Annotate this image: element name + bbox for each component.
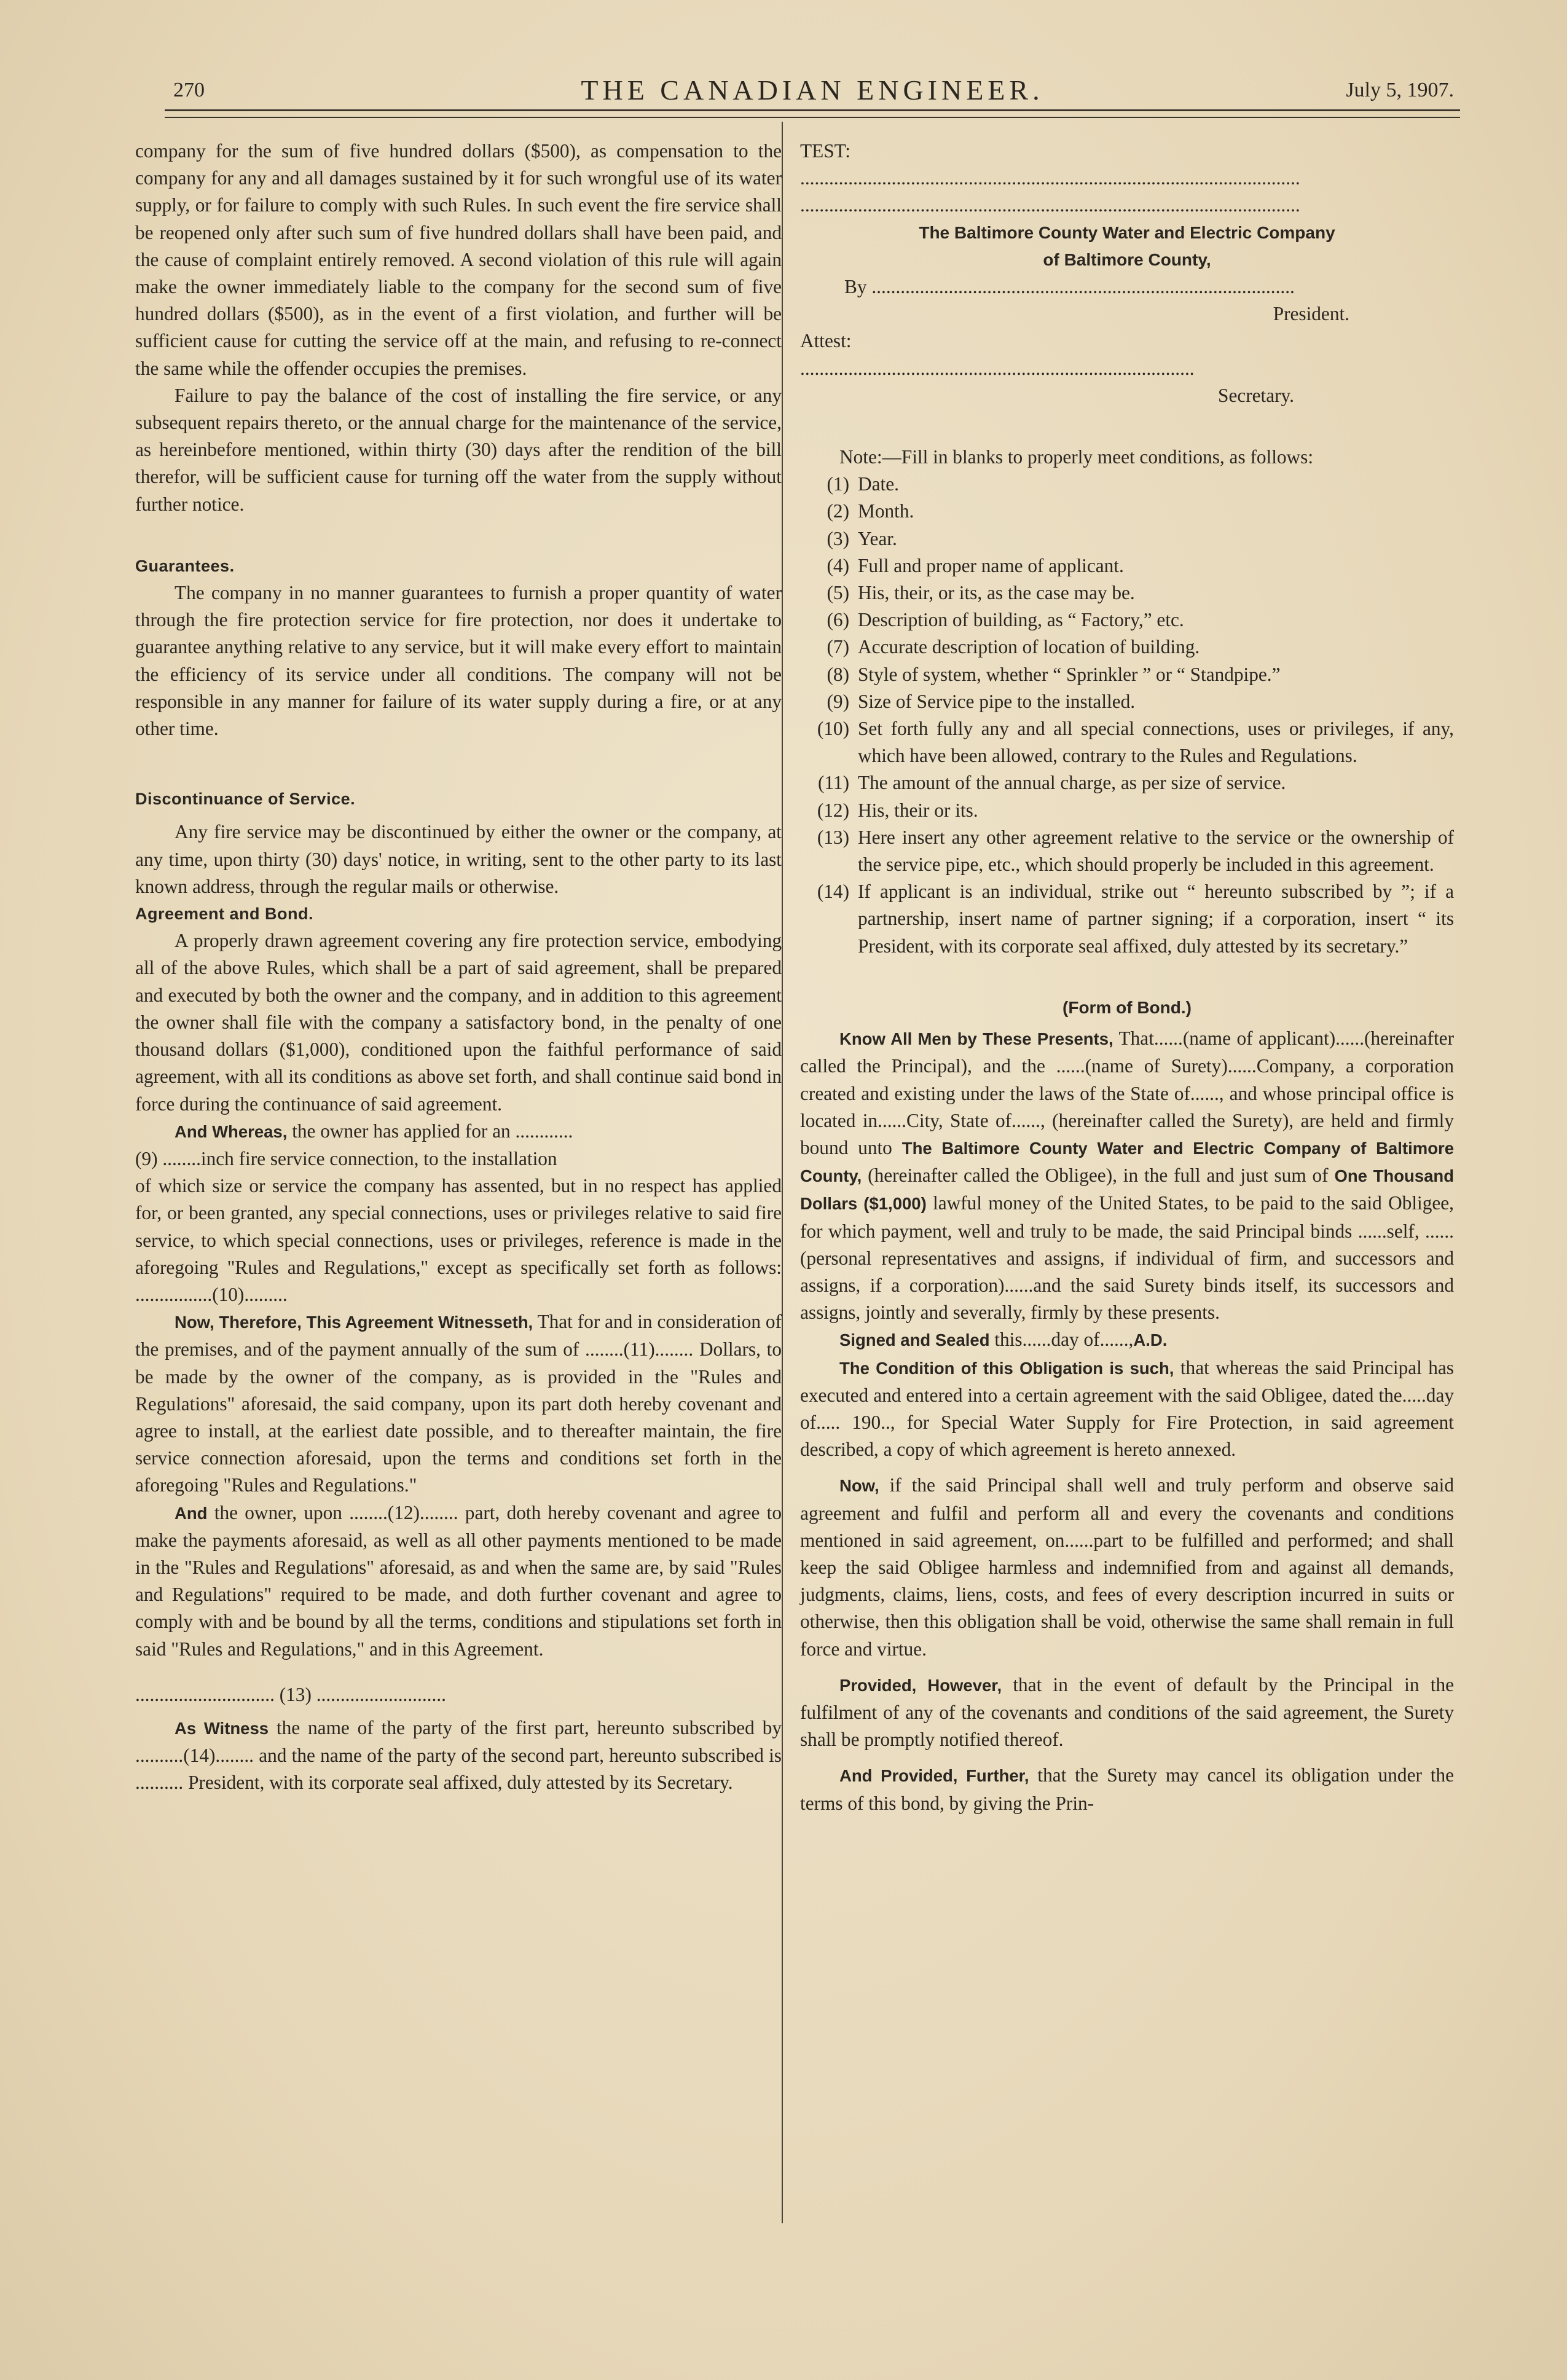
heading-discontinuance: Discontinuance of Service. — [135, 790, 356, 809]
note-item: (13) Here insert any other agreement relative to the service or the ownership of the service pipe, etc., which should properly be included in this agreement. — [817, 826, 1454, 876]
president-label: President. — [1273, 303, 1349, 325]
note-item: (6) Description of building, as “ Factory,” etc. — [827, 609, 1184, 631]
bond-know-all-men: Know All Men by These Presents, That......(name of applicant)......(hereinafter called the Principal), and the ......(name of Surety)......Company, a corporation created and existing under the laws of the State of......, and whose principal office is located in......City, State of......, (hereinafter called the Surety), are held and firmly bound unto The Baltimore County Water and Electric Company of Baltimore County, (hereinafter called the Obligee), in the full and just sum of One Thousand Dollars ($1,000) lawful money of the United States, to be paid to the said Obligee, for which payment, well and truly to be made, the said Principal binds ......self, ......(personal representatives and assigns, if individual of firm, and successors and assigns, if a corporation)......and the said Surety binds itself, its successors and assigns, jointly and severally, firmly by these presents. — [800, 1027, 1454, 1324]
column-divider — [782, 122, 783, 2223]
bond-provided-further: And Provided, Further, that the Surety may cancel its obligation under the terms of this bond, by giving the Prin- — [800, 1764, 1454, 1814]
left-column — [135, 138, 782, 1797]
header-rule-top — [165, 109, 1460, 111]
notes-list — [800, 471, 1454, 960]
note-item: (9) Size of Service pipe to the installed. — [827, 690, 1136, 712]
signature-dots-3: .................................................................................. — [800, 357, 1195, 379]
note-item: (1) Date. — [827, 473, 899, 495]
note-item: (11) The amount of the annual charge, as per size of service. — [818, 772, 1286, 794]
paragraph-failure-to-pay: Failure to pay the balance of the cost of installing the fire service, or any subsequent repairs thereto, or the annual charge for the maintenance of the service, as hereinbefore mentioned, within thirty (30) days after the rendition of the bill therefor, will be sufficient cause for turning off the water from the supply without further notice. — [135, 384, 782, 515]
note-item: (5) His, their, or its, as the case may be. — [827, 582, 1135, 604]
bond-signed-sealed: Signed and Sealed this......day of......,A.D. — [839, 1329, 1168, 1351]
paragraph-whereas-rest: of which size or service the company has assented, but in no respect has applied for, or been granted, any special connections, uses or privileges relative to said fire service, to which special connections, uses or privileges, reference is made in the aforegoing "Rules and Regulations," except as specifically set forth as follows: ................(10)......... — [135, 1175, 782, 1305]
journal-title: THE CANADIAN ENGINEER. — [581, 74, 1044, 106]
bond-now: Now, if the said Principal shall well and truly perform and observe said agreement and fulfil and perform all and every the covenants and conditions mentioned in said agreement, on......part to be fulfilled and performed; and shall keep the said Obligee harmless and indemnified from and against all demands, judgments, claims, liens, costs, and fees of every description incurred in suits or otherwise, then this obligation shall be void, otherwise the same shall remain in full force and virtue. — [800, 1474, 1454, 1660]
note-item: (4) Full and proper name of applicant. — [827, 554, 1124, 576]
header-rule-bottom — [165, 117, 1460, 118]
test-label: TEST: — [800, 140, 850, 162]
paragraph-penalty: company for the sum of five hundred dollars ($500), as compensation to the company for any and all damages sustained by it for such wrongful use of its water supply, or for failure to comply with such Rules. In such event the fire service shall be reopened only after such sum of five hundred dollars shall have been paid, and the cause of complaint entirely removed. A second violation of this rule will again make the owner immediately liable to the company for the second sum of five hundred dollars ($500), as in the event of a first violation, and further will be sufficient cause for cutting the service off at the main, and refusing to re-connect the same while the offender occupies the premises. — [135, 140, 782, 379]
note-item: (2) Month. — [827, 500, 914, 522]
bond-condition: The Condition of this Obligation is such, that whereas the said Principal has executed and entered into a certain agreement with the said Obligee, dated the.....day of..... 190.., for Special Water Supply for Fire Protection, in said agreement described, a copy of which agreement is hereto annexed. — [800, 1356, 1454, 1461]
attest-label: Attest: — [800, 330, 852, 352]
paragraph-discontinuance: Any fire service may be discontinued by either the owner or the company, at any time, upon thirty (30) days' notice, in writing, sent to the other party to its last known address, through the regular mails or otherwise. — [135, 821, 782, 897]
issue-date: July 5, 1907. — [1346, 79, 1454, 101]
by-line: By ........................................................................................ — [844, 276, 1295, 298]
note-item: (10) Set forth fully any and all special connections, uses or privileges, if any, which have been allowed, contrary to the Rules and Regulations. — [817, 718, 1454, 767]
heading-guarantees: Guarantees. — [135, 556, 235, 575]
note-intro: Note:—Fill in blanks to properly meet conditions, as follows: — [839, 446, 1314, 468]
paragraph-and-owner: And the owner, upon ........(12)........ part, doth hereby covenant and agree to make the payments aforesaid, as well as all other payments mentioned to be made in the "Rules and Regulations" aforesaid, as and when the same are, by said "Rules and Regulations" required to be made, and doth further covenant and agree to comply with and be bound by all the terms, conditions and stipulations set forth in said "Rules and Regulations," and in this Agreement. — [135, 1501, 782, 1660]
note-item: (12) His, their or its. — [817, 799, 978, 821]
note-item: (8) Style of system, whether “ Sprinkler ” or “ Standpipe.” — [827, 663, 1281, 685]
signature-dots-1: ........................................................................................................ — [800, 167, 1300, 189]
paragraph-whereas-line2: (9) ........inch fire service connection, to the installation — [135, 1147, 557, 1169]
paragraph-witnesseth: Now, Therefore, This Agreement Witnesseth, That for and in consideration of the premises, and of the payment annually of the sum of ........(11)........ Dollars, to be made by the owner of the company, as is provided in the "Rules and Regulations" aforesaid, the said company, upon its part doth hereby covenant and agree to install, at the earliest date possible, and to thereafter maintain, the fire service connection aforesaid, upon the terms and conditions set forth in the aforegoing "Rules and Regulations." — [135, 1311, 782, 1496]
heading-agreement-bond: Agreement and Bond. — [135, 905, 314, 924]
page-number: 270 — [173, 79, 205, 101]
heading-form-of-bond: (Form of Bond.) — [1062, 997, 1192, 1017]
secretary-label: Secretary. — [1218, 384, 1294, 406]
blank-line-13: ............................. (13) ........................... — [135, 1683, 446, 1705]
note-item: (14) If applicant is an individual, strike out “ hereunto subscribed by ”; if a partnership, insert name of partner signing; if a corporation, insert “ its President, with its corporate seal affixed, duly attested by its secretary.” — [817, 881, 1454, 957]
right-column — [800, 138, 1454, 1817]
paragraph-guarantees: The company in no manner guarantees to furnish a proper quantity of water through the fire protection service for fire protection, nor does it undertake to guarantee anything relative to any service, but it will make every effort to maintain the efficiency of its service under all conditions. The company will not be responsible in any manner for failure of its water supply during a fire, or at any other time. — [135, 582, 782, 740]
paragraph-whereas-line1: And Whereas, the owner has applied for an ............ — [175, 1120, 573, 1142]
note-item: (3) Year. — [827, 527, 897, 549]
company-name-line1: The Baltimore County Water and Electric Company — [919, 222, 1335, 242]
paragraph-as-witness: As Witness the name of the party of the first part, hereunto subscribed by ..........(14)........ and the name of the party of the second part, hereunto subscribed is .......... President, with its corporate seal affixed, duly attested by its Secretary. — [135, 1716, 782, 1794]
company-name-line2: of Baltimore County, — [1043, 249, 1211, 269]
note-item: (7) Accurate description of location of building. — [827, 636, 1200, 658]
signature-dots-2: ........................................................................................................ — [800, 194, 1300, 216]
bond-provided-however: Provided, However, that in the event of default by the Principal in the fulfilment of any of the covenants and conditions of the said agreement, the Surety shall be promptly notified thereof. — [800, 1673, 1454, 1751]
paragraph-agreement: A properly drawn agreement covering any fire protection service, embodying all of the above Rules, which shall be a part of said agreement, shall be prepared and executed by both the owner and the company, and in addition to this agreement the owner shall file with the company a satisfactory bond, in the penalty of one thousand dollars ($1,000), conditioned upon the faithful performance of said agreement, with all its conditions as above set forth, and shall continue said bond in force during the continuance of said agreement. — [135, 930, 782, 1115]
